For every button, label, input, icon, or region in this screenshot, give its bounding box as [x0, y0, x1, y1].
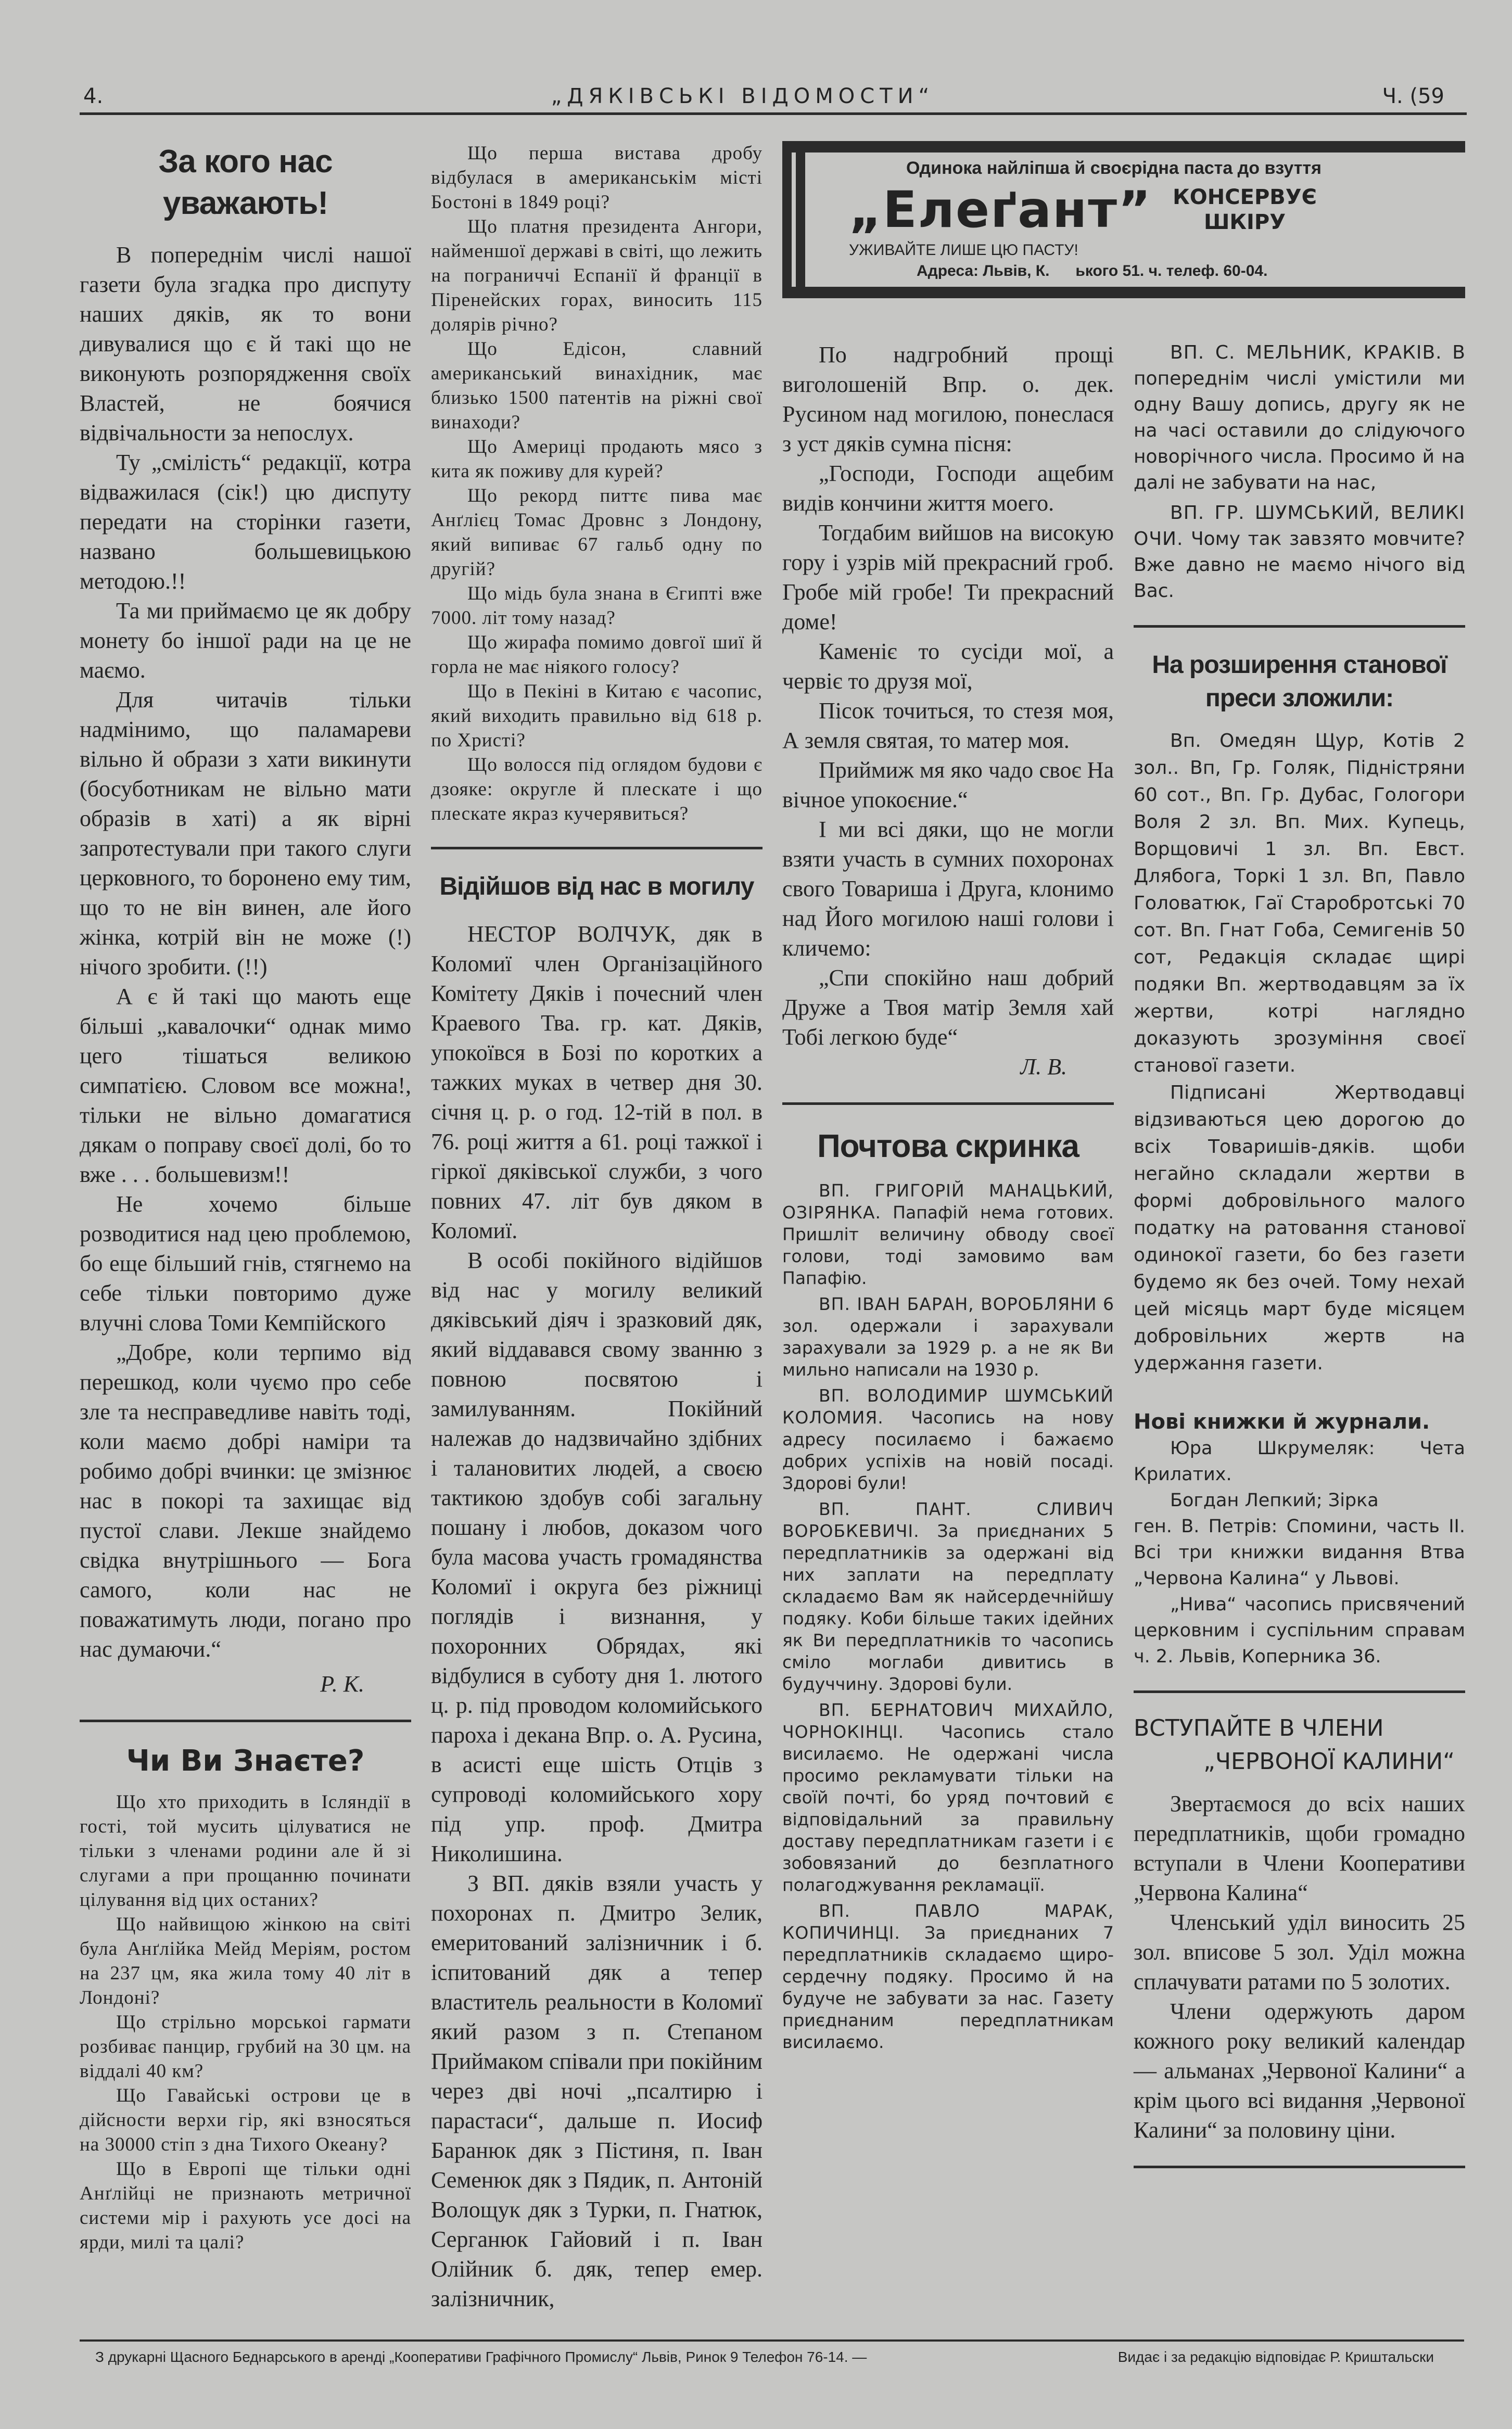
- paragraph: Вп. Омедян Щур, Котів 2 зол.. Вп, Гр. Голяк, Підністряни 60 сот., Вп. Гр. Дубас, Гологори Воля 2 зл. Вп. Мих. Купець, Ворщовичі 1 зл. Вп. Евст. Длябога, Торкі 1 зл. Вп, Павло Головатюк, Гаї Старобротські 70 сот. Вп. Гнат Гоба, Семигенів 50 сот, Редакція складає щирі подяки Вп. жертводавцям за їх жертви, котрі наглядно доказують зрозуміння своєї станової газети.: [1134, 730, 1465, 1076]
- ad-brand-row: [849, 180, 1455, 240]
- obituary-article: [431, 870, 763, 2313]
- fact-item: Що платня президента Ангори, найменшої державі в світі, що лежить на пограниччі Еспанії й франції в Піренейских горах, виносить 115 долярів річно?: [431, 216, 763, 335]
- recipient: ВП. С. МЕЛЬНИК, КРАКІВ.: [1170, 342, 1442, 363]
- reply-text: Чому так завзято мовчите? Вже давно не маємо нічого від Вас.: [1134, 528, 1465, 602]
- fact-item: Що рекорд питтє пива має Анґлієц Томас Дровнс з Лондону, який випиває 67 гальб одну по другій?: [431, 485, 763, 580]
- mailbox-entry: [782, 1699, 1114, 1896]
- mailbox-section: [782, 1126, 1114, 2053]
- section-rule: [1134, 2166, 1465, 2168]
- mailbox-entry: [782, 1498, 1114, 1695]
- paragraph: „Спи спокійно наш добрий Друже а Твоя матір Земля хай Тобі легкою буде“: [782, 965, 1114, 1050]
- ad-call-to-action: УЖИВАЙТЕ ЛИШЕ ЦЮ ПАСТУ!: [849, 241, 1078, 259]
- paragraph: Членський уділ виносить 25 зол. вписове 5 зол. Уділ можна сплачувати ратами по 5 золотих.: [1134, 1910, 1465, 1994]
- join-title-1: ВСТУПАЙТЕ В ЧЛЕНИ: [1134, 1715, 1384, 1741]
- section-rule: [80, 1720, 411, 1722]
- reply-text: 6 зол. одержали і зарахували зарахували за 1929 р. а не як Ви мильно написали на 1930 р.: [782, 1294, 1114, 1380]
- article-za-koho: [80, 141, 411, 1699]
- ad-address: Адреса: Львів, К. ького 51. ч. телеф. 60-04.: [917, 262, 1268, 279]
- join-title-2: „ЧЕРВОНОЇ КАЛИНИ“: [1203, 1748, 1455, 1775]
- paragraph: Для читачів тільки надмінимо, що паламареви вільно й образи з хати викинути (босуботникам не вільно мати образів в хаті) а як вірні запротестували при такого слуги церковного, то боронено ему тим, що то не він винен, але його жінка, котрій він не може (!) нічого зробити. (!!): [80, 687, 411, 980]
- reply-text: Часопись стало висилаємо. Не одержані числа просимо рекламувати тільки на своїй почті, бо уряд почтовий є відповідальний за правильну доставу передплатникам газети і є зобовязаний до безплатного полагоджування рекламації.: [782, 1722, 1114, 1895]
- column-3: [782, 340, 1114, 2313]
- donations-title: На розширення станової преси зложили:: [1152, 651, 1447, 712]
- page-footer: [80, 2342, 1465, 2367]
- reply-text: Папафій нема готових. Пришліт величину обводу своєї голови, тоді замовимо вам Папафію.: [782, 1202, 1114, 1288]
- paragraph: Та ми приймаємо це як добру монету бо іншої ради на це не маємо.: [80, 598, 411, 683]
- reply-text: В попереднім числі умістили ми одну Вашу допись, другу як не на часі оставили до слідуючого новорічного числа. Просимо й на далі не забувати на нас,: [1134, 342, 1465, 493]
- reply-text: Часопись на нову адресу посилаємо і бажаємо добрих успіхів на новій посаді. Здорові були!: [782, 1407, 1114, 1493]
- donations-section: [1134, 648, 1465, 1377]
- page-columns: [80, 141, 1465, 2313]
- recipient: ВП. ПАНТ. СЛИВИЧ ВОРОБКЕВИЧІ.: [782, 1499, 1114, 1541]
- paragraph: В особі покійного відійшов від нас у могилу великий дяківський діяч і зразковий дяк, який віддавався свому званню з повною посвятою і замилуванням. Покійний належав до надзвичайно здібних і талановитих людей, а своєю тактикою здобув собі загальну пошану і любов, доказом чого була масова участь громадянства Коломиї і округа без ріжниці поглядів і визнання, у похоронних Обрядах, які відбулися в суботу дня 1. лютого ц. р. під проводом коломийського пароха і декана Впр. о. А. Русина, в асисті еще шість Отців з супроводі коломийського хору під упр. проф. Дмитра Николишина.: [431, 1248, 763, 1866]
- ad-claim: [1173, 185, 1317, 235]
- paragraph: З ВП. дяків взяли участь у похоронах п. Дмитро Зелик, емеритований залізничник і б. іспитований дяк а тепер властитель реальности в Коломиї який разом з п. Степаном Приймаком співали при покійним через дві ночі „псалтирю і парастаси“, дальше п. Иосиф Баранюк дяк з Пістиня, п. Іван Семенюк дяк з Пядик, п. Антоній Волощук дяк з Турки, п. Гнатюк, Серганюк Гайовий і п. Іван Олійник б. дяк, тепер емер. залізничник,: [431, 1871, 763, 2311]
- ad-brand: „Елеґант”: [849, 181, 1152, 239]
- ad-tagline: Одинока найліпша й своєрідна паста до взуття: [906, 158, 1322, 178]
- ad-frame: [782, 141, 1465, 298]
- section-rule: [1134, 625, 1465, 628]
- page-header: [80, 83, 1465, 109]
- recipient: ВП. ВОЛОДИМИР ШУМСЬКИЙ КОЛОМИЯ.: [782, 1385, 1114, 1428]
- obituary-continued: [782, 340, 1114, 1082]
- mailbox-entry: [782, 1293, 1114, 1381]
- song-line: Тогдабим вийшов на високую гору і узрів мій прекрасний гроб. Гробе мій гробе! Ти прекрасний доме!: [782, 520, 1114, 634]
- editor-imprint: Видає і за редакцію відповідає Р. Криштальски: [1117, 2349, 1434, 2365]
- fact-item: Що найвищою жінкою на світі була Анґлійка Мейд Меріям, ростом на 237 цм, яка жила тому 40 літ в Лондоні?: [80, 1914, 411, 2008]
- book-item: Богдан Лепкий; Зірка: [1170, 1490, 1379, 1511]
- fact-item: Що в Европі ще тільки одні Анґлійці не признають метричної системи мір і рахують усе досі на ярди, милі та цалі?: [80, 2158, 411, 2253]
- paragraph: В попереднім числі нашої газети була згадка про диспуту наших дяків, як то вони дивувалися що є й такі що не виконують розпорядження своїх Властей, не боячися відвічальности за непослух.: [80, 242, 411, 446]
- obituary-title: Відійшов від нас в могилу: [439, 873, 754, 900]
- paragraph: І ми всі дяки, що не могли взяти участь в сумних похоронах свого Товариша і Друга, клонимо над Його могилою наші голови і кличемо:: [782, 817, 1114, 961]
- paragraph: Звертаємося до всіх наших передплатників, щоби громадно вступали в Члени Кооперативи „Червона Калина“: [1134, 1791, 1465, 1905]
- fact-item: Що стрільно морськоі гармати розбиває панцир, грубий на 30 цм. на віддалі 40 км?: [80, 2012, 411, 2082]
- column-2: [431, 141, 763, 2313]
- fact-item: Що Едісон, славний американський винахідник, має близько 1500 патентів на ріжні свої винаходи?: [431, 338, 763, 433]
- mailbox-continued: [1134, 340, 1465, 604]
- book-item: „Нива“ часопись присвячений церковним і суспільним справам ч. 2. Львів, Коперника 36.: [1134, 1594, 1465, 1667]
- column-1: [80, 141, 411, 2313]
- fact-item: Що волосся під оглядом будови є дзояке: округле й плескате і що плескате якраз кучерявиться?: [431, 754, 763, 824]
- page-number: 4.: [83, 84, 104, 108]
- paragraph: „Добре, коли терпимо від перешкод, коли чуємо про себе зле та несправедливе навіть тоді, коли маємо добрі наміри та робимо добрі вчинки: це змізнює нас в покорі та захищає від пустої слави. Лекше знайдемо свідка внутрішнього — Бога самого, коли нас не поважатимуть люди, погано про нас думаючи.“: [80, 1340, 411, 1662]
- book-item: ген. В. Петрів: Спомини, часть II. Всі три книжки видання Втва „Червона Калина“ у Львові.: [1134, 1516, 1465, 1589]
- mailbox-entry: [782, 1385, 1114, 1494]
- fact-item: Що Гавайські острови це в дійсности верхи гір, які взносяться на 30000 стіп з дна Тихого Океану?: [80, 2085, 411, 2155]
- paragraph: По надгробний прощі виголошеній Впр. о. дек. Русином над могилою, понеслася з уст дяків сумна пісня:: [782, 342, 1114, 456]
- paragraph: НЕСТОР ВОЛЧУК, дяк в Коломиї член Організаційного Комітету Дяків і почесний член Краевого Тва. гр. кат. Дяків, упокоївся в Бозі по коротких а тажких муках в четвер дня 30. січня ц. р. о год. 12-тій в пол. в 76. році життя а 61. році тажкої і гіркої дяківської служби, з чого повних 47. літ був дяком в Коломиї.: [431, 921, 763, 1243]
- printer-imprint: З друкарні Щасного Беднарського в аренді „Кооперативи Графічного Промислу“ Львів, Ринок 9 Телефон 76-14. —: [95, 2349, 867, 2365]
- song-line: Пісок точиться, то стезя моя, А земля святая, то матер моя.: [782, 698, 1114, 753]
- mailbox-title: Почтова скринка: [817, 1128, 1079, 1164]
- fact-item: Що мідь була знана в Єгипті вже 7000. літ тому назад?: [431, 583, 763, 629]
- paragraph: Члени одержують даром кожного року великий календар — альманах „Червоної Калини“ а крім цього всі видання „Червоної Калини“ за половину ціни.: [1134, 1999, 1465, 2143]
- do-you-know-continued: [431, 141, 763, 826]
- new-books-title: Нові книжки й журнали.: [1134, 1410, 1430, 1434]
- paragraph: Підписані Жертводавці відзиваються цею дорогою до всіх Товаришів-дяків. щоби негайно складали жертви в формі добровільного малого податку на ратовання станової одинокої газети, бо без газети будемо як без очей. Тому нехай цей місяць март буде місяцем добровільних жертв на удержання газети.: [1134, 1082, 1465, 1374]
- header-rule: [80, 112, 1467, 115]
- mailbox-entry: [1134, 340, 1465, 496]
- elegant-shoe-paste-ad: [782, 141, 1465, 298]
- section-rule: [1134, 1690, 1465, 1693]
- signature: Р. К.: [320, 1671, 364, 1697]
- recipient: ВП. ІВАН БАРАН, ВОРОБЛЯНИ: [819, 1294, 1097, 1314]
- issue-number: Ч. (59: [1382, 84, 1444, 108]
- section-title: Чи Ви Знаєте?: [126, 1744, 365, 1778]
- join-section: [1134, 1714, 1465, 2145]
- section-rule: [782, 1102, 1114, 1105]
- fact-item: Що жирафа помимо довгої шиї й горла не має ніякого голосу?: [431, 632, 763, 678]
- mailbox-entry: [782, 1900, 1114, 2053]
- recipient: ВП. ГРИГОРІЙ МАНАЦЬКИЙ, ОЗІРЯНКА.: [782, 1180, 1114, 1223]
- fact-item: Що Америці продають мясо з кита як поживу для курей?: [431, 436, 763, 482]
- mailbox-entry: [1134, 500, 1465, 604]
- section-rule: [431, 847, 763, 849]
- song-line: Приймиж мя яко чадо своє На вічное упокоєние.“: [782, 757, 1114, 812]
- recipient: ВП. ПАВЛО МАРАК, КОПИЧИНЦІ.: [782, 1901, 1114, 1943]
- song-line: Каменіє то сусіди мої, а червіє то друзя мої,: [782, 639, 1114, 694]
- song-line: „Господи, Господи ащебим видів кончини життя моего.: [782, 461, 1114, 516]
- fact-item: Що перша вистава дробу відбулася в американськім місті Бостоні в 1849 році?: [431, 143, 763, 213]
- book-item: Юра Шкрумеляк: Чета Крилатих.: [1134, 1438, 1465, 1485]
- column-4: [1134, 340, 1465, 2313]
- mailbox-entry: [782, 1180, 1114, 1289]
- reply-text: За приєднаних 5 передплатників за одержані від них заплати на передплату складаємо Вам як найсердечнійшу подяку. Коби більше таких ідейних як Ви передплатників то часопись сміло моглаби дивитись в будуччину. Здорові були.: [782, 1521, 1114, 1694]
- ad-claim-2: ШКІРУ: [1203, 210, 1286, 234]
- ad-claim-1: КОНСЕРВУЄ: [1173, 185, 1317, 209]
- new-books-section: [1134, 1408, 1465, 1670]
- article-title: За кого нас уважають!: [158, 144, 333, 221]
- reply-text: За приєднаних 7 передплатників складаємо щиро-сердечну подяку. Просимо й на будуче не забувати за нас. Газету приєднаним передплатникам висилаємо.: [782, 1923, 1114, 2052]
- paragraph: Ту „смілість“ редакції, котра відважилася (сік!) цю диспуту передати на сторінки газети, названо большевицькою методою.!!: [80, 450, 411, 594]
- do-you-know-section: [80, 1743, 411, 2255]
- recipient: ВП. ГР. ШУМСЬКИЙ, ВЕЛИКІ ОЧИ.: [1134, 502, 1465, 550]
- fact-item: Що в Пекіні в Китаю є часопис, який виходить правильно від 618 р. по Христі?: [431, 681, 763, 751]
- recipient: ВП. БЕРНАТОВИЧ МИХАЙЛО, ЧОРНОКІНЦІ.: [782, 1700, 1114, 1742]
- paragraph: Не хочемо більше розводитися над цею проблемою, бо еще більший гнів, стягнемо на себе тільки повторимо дуже влучні слова Томи Кемпійского: [80, 1191, 411, 1336]
- newspaper-title: „ДЯКІВСЬКІ ВІДОМОСТИ“: [551, 84, 935, 108]
- paragraph: А є й такі що мають еще більші „кавалочки“ однак мимо цего тішаться великою симпатією. Словом все можна!, тільки не вільно домагатися дякам о поправу своєї долі, бо то вже . . . большевизм!!: [80, 984, 411, 1187]
- signature: Л. В.: [1020, 1054, 1067, 1079]
- fact-item: Що хто приходить в Ісляндії в гості, той мусить цілуватися не тільки з членами родини але й зі слугами а при прощанню починати цілування від цих останих?: [80, 1791, 411, 1911]
